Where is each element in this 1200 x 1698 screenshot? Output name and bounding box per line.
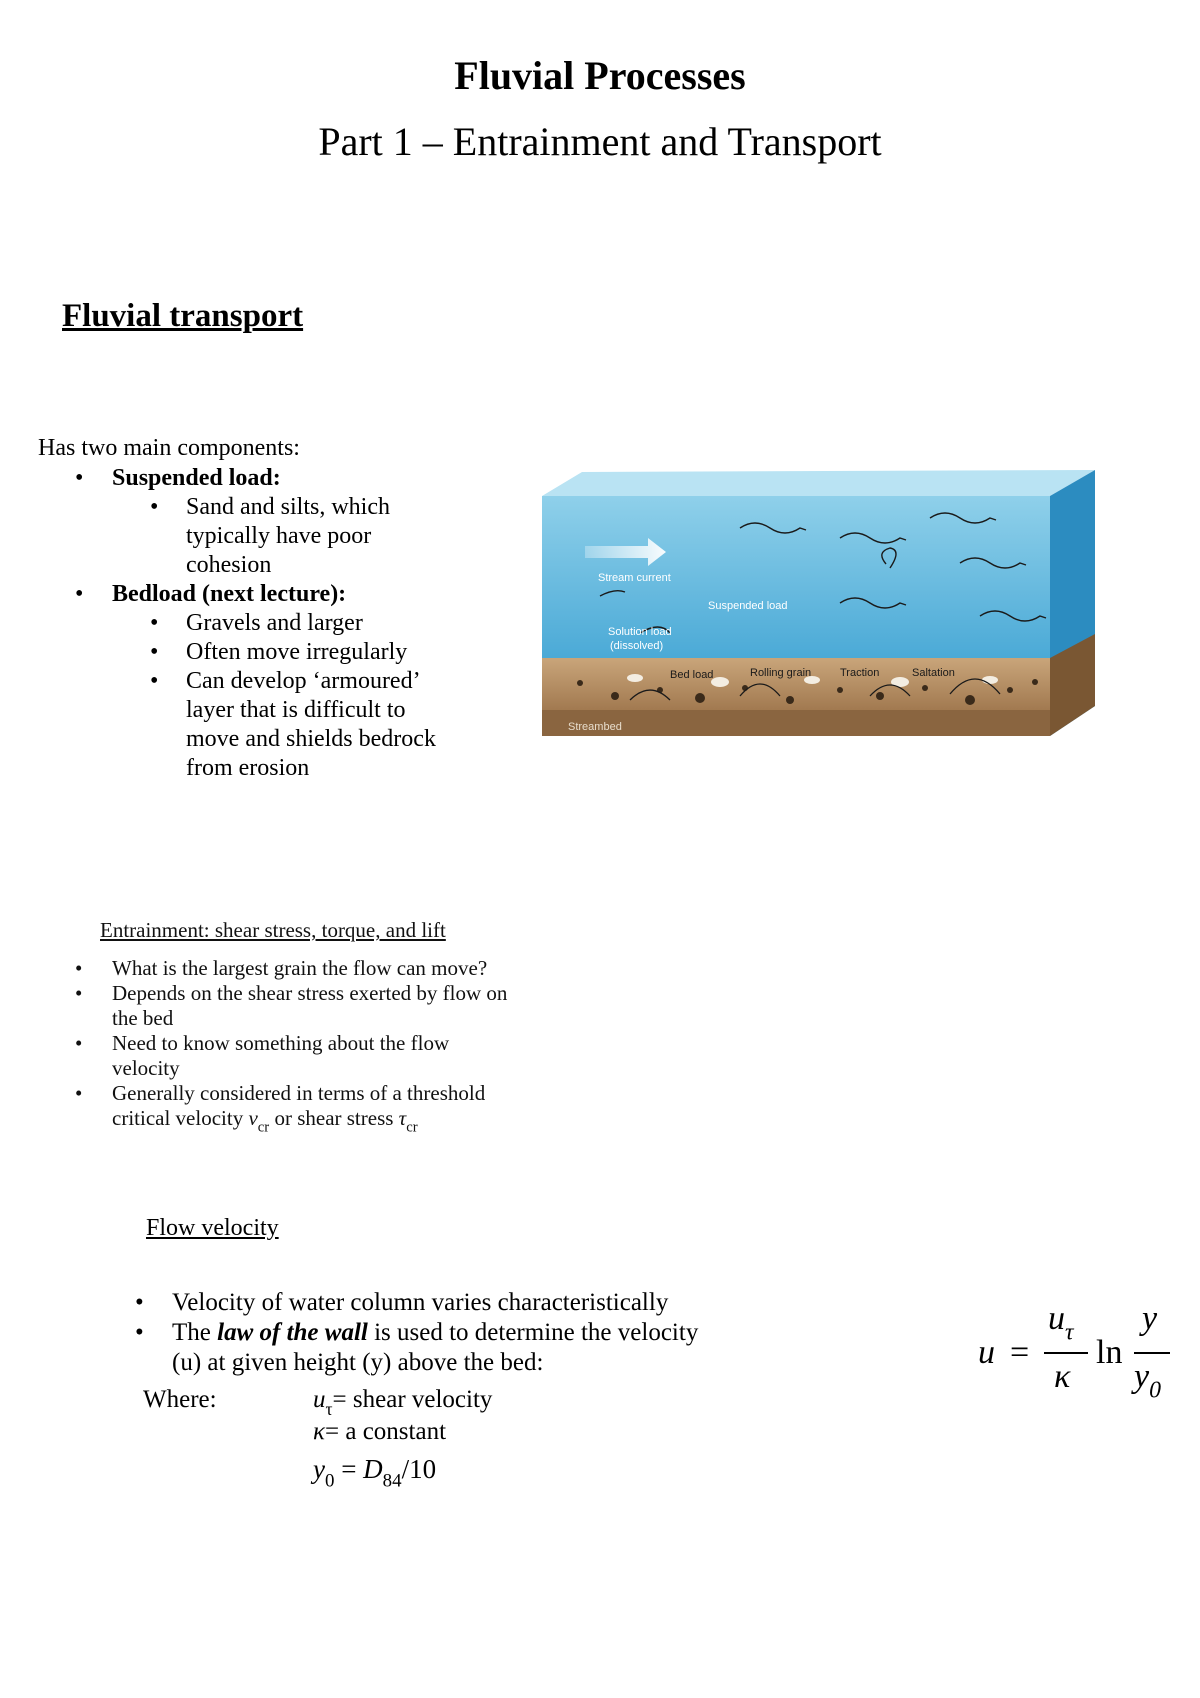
- subscript-tau: τ: [1065, 1319, 1074, 1346]
- symbol-v: v: [248, 1106, 258, 1130]
- text-fragment: The: [172, 1319, 218, 1346]
- section-heading-flow-velocity: Flow velocity: [146, 1215, 279, 1241]
- label-traction: Traction: [840, 667, 880, 679]
- label-solution-load-sub: (dissolved): [610, 640, 664, 652]
- entrainment-item-line: [112, 1106, 418, 1141]
- symbol-u: u: [313, 1386, 326, 1413]
- symbol-y: y: [313, 1454, 325, 1484]
- text-fragment: /10: [401, 1454, 437, 1484]
- label-rolling-grain: Rolling grain: [750, 667, 812, 679]
- eq-ln: ln: [1096, 1334, 1123, 1371]
- definition-y0: [313, 1454, 436, 1497]
- entrainment-item: What is the largest grain the flow can move?: [112, 956, 488, 980]
- subscript-84: 84: [382, 1470, 402, 1492]
- page-title: Fluvial Processes: [454, 53, 746, 98]
- label-streambed: Streambed: [568, 721, 622, 733]
- entrainment-item-line: velocity: [112, 1056, 180, 1080]
- definition-text: = shear velocity: [332, 1386, 493, 1413]
- bedload-item-line: layer that is difficult to: [186, 697, 406, 723]
- intro-text: Has two main components:: [38, 435, 300, 461]
- velocity-item-line: (u) at given height (y) above the bed:: [172, 1349, 544, 1376]
- bullet: •: [75, 981, 83, 1005]
- eq-numerator-y: y: [1142, 1300, 1158, 1337]
- subscript-cr: cr: [406, 1119, 418, 1136]
- bullet: •: [135, 1319, 144, 1346]
- symbol-kappa: κ: [313, 1418, 325, 1445]
- bullet: •: [150, 610, 159, 636]
- stream-transport-diagram: [540, 468, 1100, 740]
- where-label: Where:: [143, 1386, 217, 1413]
- section-heading-entrainment: Entrainment: shear stress, torque, and lift: [100, 918, 446, 942]
- bullet: •: [135, 1289, 144, 1316]
- bullet: •: [150, 668, 159, 694]
- bullet: •: [75, 1031, 83, 1055]
- label-bed-load: Bed load: [670, 669, 714, 681]
- symbol-y: y: [1134, 1358, 1150, 1395]
- bullet: •: [75, 1081, 83, 1105]
- definition-constant: [313, 1417, 446, 1447]
- suspended-item-line: cohesion: [186, 552, 272, 578]
- velocity-item-line: [172, 1318, 698, 1348]
- bullet: •: [75, 956, 83, 980]
- entrainment-item-line: Depends on the shear stress exerted by flow on: [112, 981, 508, 1005]
- symbol-tau: τ: [398, 1106, 407, 1130]
- definition-text: = a constant: [325, 1418, 447, 1445]
- symbol-d: D: [363, 1454, 383, 1484]
- velocity-item: Velocity of water column varies characteristically: [172, 1289, 669, 1316]
- bedload-item-line: move and shields bedrock: [186, 726, 436, 752]
- section-heading-fluvial-transport: Fluvial transport: [62, 298, 304, 334]
- bedload-item: Often move irregularly: [186, 639, 408, 665]
- subscript-tau: τ: [325, 1398, 333, 1419]
- label-suspended-load: Suspended load: [708, 600, 788, 612]
- symbol-u: u: [1048, 1300, 1065, 1337]
- bullet: •: [75, 581, 84, 607]
- bedload-item: Gravels and larger: [186, 610, 363, 636]
- text-fragment: critical velocity: [112, 1106, 249, 1130]
- bedload-label: Bedload (next lecture):: [112, 581, 347, 607]
- subscript-0: 0: [1149, 1377, 1161, 1404]
- bullet: •: [75, 465, 84, 491]
- eq-denominator-kappa: κ: [1054, 1358, 1071, 1395]
- suspended-load-label: Suspended load:: [112, 465, 281, 491]
- eq-lhs: u: [978, 1334, 995, 1371]
- suspended-item-line: Sand and silts, which: [186, 494, 390, 520]
- bullet: •: [150, 639, 159, 665]
- bullet: •: [150, 494, 159, 520]
- bedload-item-line: from erosion: [186, 755, 310, 781]
- text-fragment: =: [334, 1454, 364, 1484]
- law-of-the-wall-equation: [978, 1300, 1168, 1410]
- law-of-the-wall-emphasis: law of the wall: [217, 1319, 368, 1346]
- label-solution-load: Solution load: [608, 626, 672, 638]
- subscript-0: 0: [324, 1470, 335, 1492]
- eq-equals: =: [1010, 1334, 1030, 1371]
- eq-numerator-u: [1048, 1300, 1074, 1347]
- entrainment-item-line: the bed: [112, 1006, 174, 1030]
- fraction-bar: [1044, 1352, 1088, 1354]
- entrainment-item-line: Need to know something about the flow: [112, 1031, 450, 1055]
- water-surface: [542, 470, 1095, 496]
- label-saltation: Saltation: [912, 667, 955, 679]
- bedload-item-line: Can develop ‘armoured’: [186, 668, 421, 694]
- text-fragment: or shear stress: [269, 1106, 399, 1130]
- text-fragment: is used to determine the velocity: [367, 1319, 699, 1346]
- page-subtitle: Part 1 – Entrainment and Transport: [318, 119, 882, 164]
- label-stream-current: Stream current: [598, 572, 671, 584]
- eq-denominator-y0: [1134, 1358, 1161, 1405]
- subscript-cr: cr: [257, 1119, 270, 1136]
- fraction-bar: [1134, 1352, 1170, 1354]
- suspended-item-line: typically have poor: [186, 523, 372, 549]
- entrainment-item-line: Generally considered in terms of a threshold: [112, 1081, 486, 1105]
